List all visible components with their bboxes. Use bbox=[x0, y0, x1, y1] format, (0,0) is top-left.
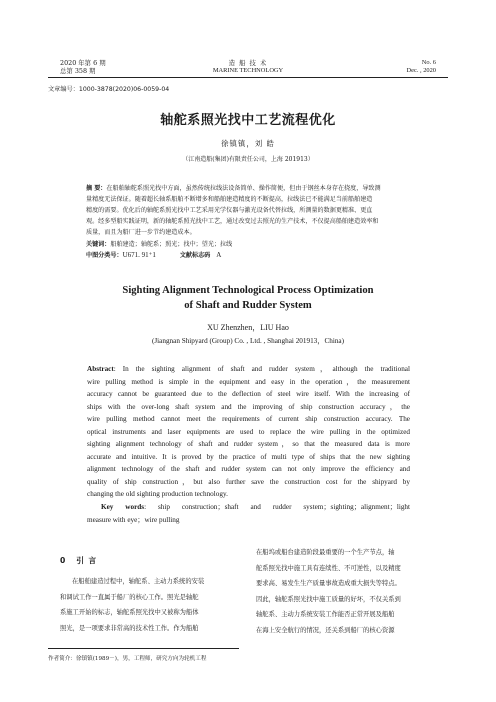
title-cn: 轴舵系照光找中工艺流程优化 bbox=[160, 113, 336, 128]
keywords-cn-text: 船舶建造；轴舵系；照光；找中；望光；拉线 bbox=[110, 241, 233, 248]
header-rule bbox=[48, 77, 448, 78]
abstract-en-label: Abstract bbox=[87, 365, 114, 373]
abstract-en-line: optical instruments and laser equipments are used to replace the wire pulling in the optimized bbox=[87, 427, 410, 436]
body-paragraph-line: 在海上安全航行的情况，还关系到船厂的核心资源 bbox=[256, 626, 395, 634]
article-number: 文章编号：1000-3878(2020)06-0059-04 bbox=[48, 86, 170, 93]
classification-code: U671. 91⁺1 bbox=[122, 251, 156, 259]
affiliation-cn: （江南造船(集团)有限责任公司，上海 201913） bbox=[182, 156, 314, 163]
abstract-cn-label: 摘 要： bbox=[86, 185, 107, 192]
doc-code: A bbox=[216, 251, 222, 259]
classification-label: 中图分类号： bbox=[86, 252, 123, 259]
title-en-line: of Shaft and Rudder System bbox=[184, 300, 312, 311]
abstract-en-line: sighting alignment technology of shaft and rudder system，so that the measured data is more bbox=[87, 440, 410, 449]
classification-cn bbox=[86, 250, 412, 261]
body-paragraph-line: 和调试工作一直属于船厂的核心工作。照光是轴舵 bbox=[60, 593, 199, 601]
section-title: 引 言 bbox=[76, 556, 98, 565]
body-paragraph-line: 在船舶建造过程中，轴舵系、主动力系统的安装 bbox=[72, 578, 205, 585]
abstract-en-line: accurate and intuitive. It is proved by the practice of multi type of ships that the new sighting bbox=[87, 452, 410, 461]
journal-date bbox=[407, 59, 436, 75]
abstract-cn-line: 质量，而且为船厂进一步节约建造成本。 bbox=[86, 229, 196, 236]
abstract-en-line: : In the sighting alignment of shaft and rudder system，although the traditional bbox=[113, 365, 410, 373]
abstract-en-line: alignment technology of the shaft and rudder system can not only improve the efficiency and bbox=[87, 465, 410, 474]
abstract-en-line: wire pulling method cannot meet the requirements of current ship construction accuracy. The bbox=[87, 415, 410, 424]
journal-name-en: MARINE TECHNOLOGY bbox=[212, 67, 284, 74]
issue-year-number: 2020 年第 6 期 bbox=[60, 59, 106, 67]
body-paragraph-line: 因此，轴舵系照光找中施工质量的好坏，不仅关系到 bbox=[256, 595, 401, 603]
issue-date-en: Dec. , 2020 bbox=[406, 67, 436, 74]
abstract-cn-line: 量精度无法保证。随着超长轴系船舶不断增多和船舶建造精度的不断提高，拉线法已不能满足当前船舶建造 bbox=[86, 196, 373, 203]
keywords-cn-label: 关键词： bbox=[86, 241, 111, 248]
abstract-cn-line: 在船舶轴舵系照光找中方面，虽然传统拉线法设备简单、操作简便，但由于钢丝本身存在挠度，导致测 bbox=[106, 185, 381, 192]
body-paragraph-line: 轴舵系、主动力系统安装工作能否正常开展及船舶 bbox=[256, 611, 395, 619]
title-en-line: Sighting Alignment Technological Process Optimization bbox=[122, 285, 374, 296]
body-paragraph-line: 舵系照光找中施工具有连续性、不可逆性，以及精度 bbox=[256, 564, 401, 572]
abstract-en-line: wire pulling method is simple in the equipment and easy in the operation，the measurement bbox=[87, 377, 410, 386]
body-left-column bbox=[60, 574, 204, 636]
section-number: 0 bbox=[60, 556, 66, 565]
keywords-en-line: measure with eye；wire pulling bbox=[87, 515, 180, 524]
keywords-en-line: : ship construction；shaft and rudder system；sighting；alignment；light bbox=[144, 503, 410, 512]
abstract-en-line: quality of ship construction，but also further save the construction cost for the shipyard by bbox=[87, 477, 410, 486]
abstract-en-line: changing the old sighting production technology. bbox=[87, 490, 228, 499]
title-en bbox=[0, 283, 496, 313]
abstract-en-line: accuracy cannot be guaranteed due to the deflection of steel wire itself. With the increasing of bbox=[87, 390, 410, 399]
keywords-en-label: Key words bbox=[101, 503, 145, 512]
journal-name-cn: 造 船 技 术 bbox=[228, 59, 268, 67]
keywords-cn bbox=[86, 239, 412, 250]
abstract-cn bbox=[86, 183, 412, 261]
authors-en: XU Zhenzhen，LIU Hao bbox=[207, 323, 289, 332]
body-paragraph-line: 要求高、易发生生产质量事故造成重大损失等特点。 bbox=[256, 580, 401, 588]
authors-cn: 徐镇镇，刘 皓 bbox=[221, 139, 275, 148]
body-right-column bbox=[256, 545, 401, 639]
affiliation-en: (Jiangnan Shipyard (Group) Co. , Ltd. , Shanghai 201913，China) bbox=[151, 337, 345, 345]
body-paragraph-line: 系施工开始的标志，轴舵系照光找中又被称为船体 bbox=[60, 609, 199, 617]
footnote-rule bbox=[48, 648, 239, 649]
abstract-cn-line: 观。经多型船实践证明，新的轴舵系照光找中工艺，通过改变过去照光的生产技术，不仅提高船舶建造效率和 bbox=[86, 218, 379, 225]
body-paragraph-line: 照光，是一项要求非常高的技术性工作。作为船舶 bbox=[60, 624, 199, 632]
body-paragraph-line: 在船坞或船台建造阶段最重要的一个生产节点，轴 bbox=[256, 549, 395, 556]
doc-code-label: 文献标志码 bbox=[179, 252, 211, 259]
section-heading bbox=[60, 555, 97, 566]
issue-number-en: No. 6 bbox=[421, 59, 436, 66]
author-bio-footnote: 作者简介：徐镇镇(1989－)，男，工程师，研究方向为轮机工程 bbox=[48, 656, 207, 662]
abstract-en bbox=[87, 363, 410, 526]
abstract-en-line: ships with the over-long shaft system and the improving of ship construction accuracy，the bbox=[87, 402, 410, 411]
abstract-cn-line: 精度的需要。优化后的轴舵系照光找中工艺采用光学仪器与激光设备代替拉线，所测量的数据更精准、更直 bbox=[86, 207, 373, 214]
issue-total-number: 总第 358 期 bbox=[60, 67, 96, 75]
